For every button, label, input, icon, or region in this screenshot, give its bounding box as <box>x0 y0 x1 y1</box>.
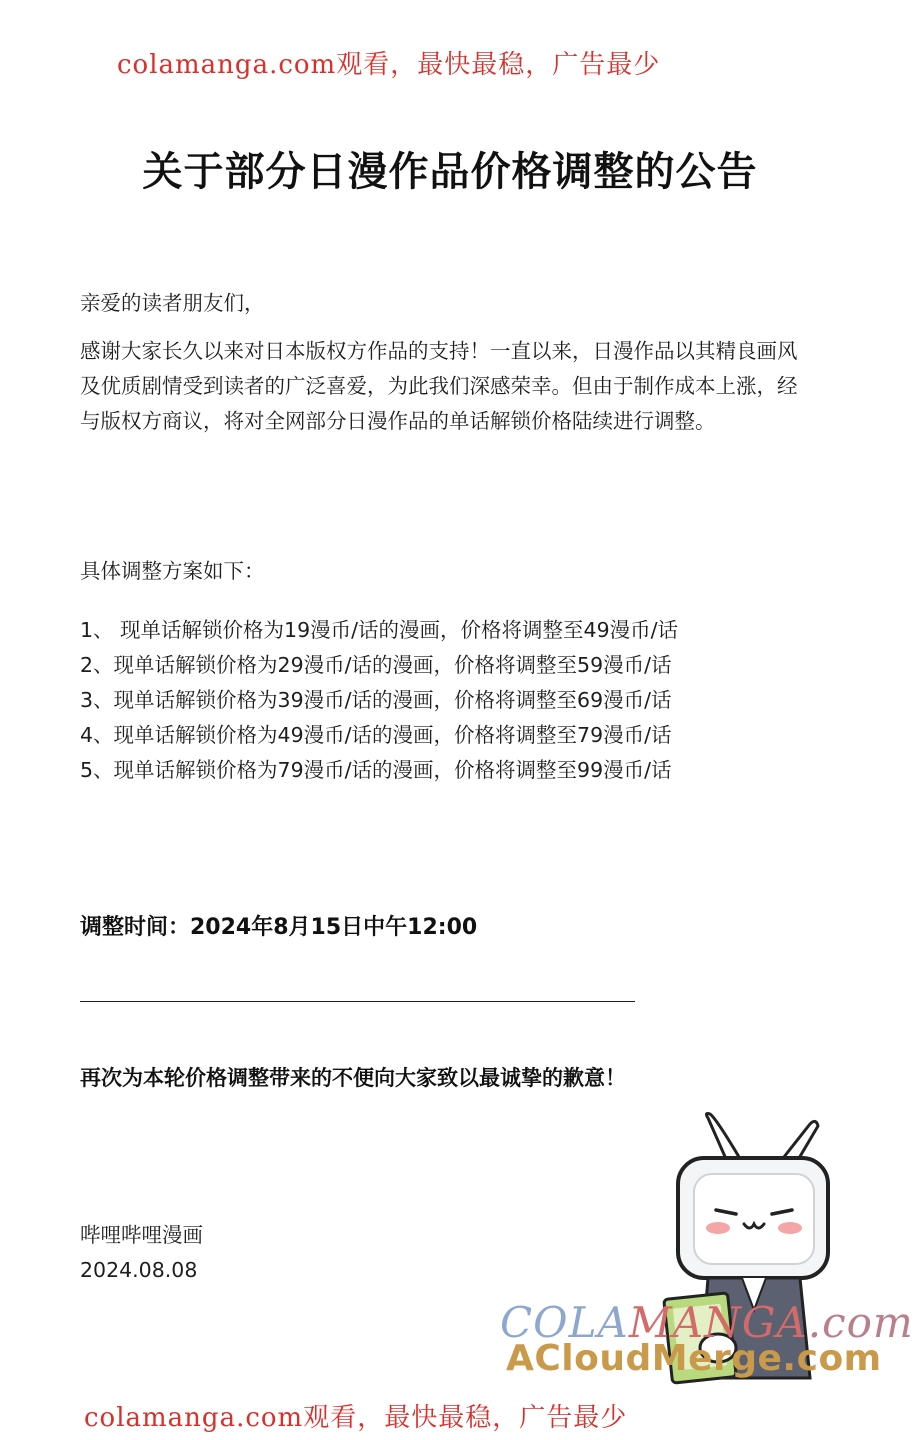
plan-item: 4、现单话解锁价格为49漫币/话的漫画，价格将调整至79漫币/话 <box>80 723 672 747</box>
watermark-top: colamanga.com观看，最快最稳，广告最少 <box>117 50 661 80</box>
intro-paragraph: 感谢大家长久以来对日本版权方作品的支持！一直以来，日漫作品以其精良画风及优质剧情受到读者的广泛喜爱，为此我们深感荣幸。但由于制作成本上涨，经与版权方商议，将对全网部分日漫作品的单话解锁价格陆续进行调整。 <box>80 339 798 433</box>
signature-name: 哔哩哔哩漫画 <box>80 1223 203 1247</box>
apology-text: 再次为本轮价格调整带来的不便向大家致以最诚挚的歉意！ <box>80 1066 626 1090</box>
site-logo-part2: MANGA <box>628 1298 808 1347</box>
site-logo-part1: COLA <box>500 1298 629 1347</box>
watermark-bottom: colamanga.com观看，最快最稳，广告最少 <box>84 1403 628 1433</box>
adjust-time: 调整时间：2024年8月15日中午12:00 <box>80 915 478 940</box>
site-logo-sub: ACloudMerge.com <box>506 1338 882 1379</box>
greeting: 亲爱的读者朋友们， <box>80 291 265 315</box>
signature <box>80 1218 203 1288</box>
divider-line <box>80 1001 635 1002</box>
plan-item: 2、现单话解锁价格为29漫币/话的漫画，价格将调整至59漫币/话 <box>80 653 672 677</box>
signature-date: 2024.08.08 <box>80 1258 198 1282</box>
plan-item: 3、现单话解锁价格为39漫币/话的漫画，价格将调整至69漫币/话 <box>80 688 672 712</box>
plan-list <box>80 613 820 788</box>
notice-title: 关于部分日漫作品价格调整的公告 <box>142 149 758 195</box>
site-logo-part3: .com <box>807 1298 914 1347</box>
plan-item: 1、 现单话解锁价格为19漫币/话的漫画，价格将调整至49漫币/话 <box>80 618 679 642</box>
plan-intro: 具体调整方案如下： <box>80 559 265 583</box>
plan-item: 5、现单话解锁价格为79漫币/话的漫画，价格将调整至99漫币/话 <box>80 758 672 782</box>
